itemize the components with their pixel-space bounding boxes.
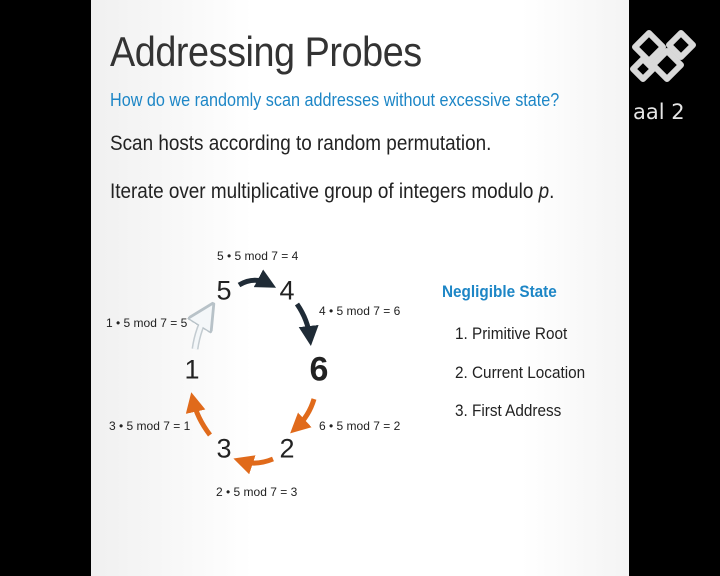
negligible-item-primitive-root: 1. Primitive Root [455, 324, 568, 343]
cycle-arrow-6-to-2 [296, 399, 314, 428]
cycle-arrow-3-to-1 [193, 400, 210, 435]
negligible-item-first-address: 3. First Address [455, 401, 562, 420]
cycle-node-2: 2 [279, 433, 295, 464]
modulus-variable: p [538, 180, 550, 203]
bullet-text: Iterate over multiplicative group of integers modulo [110, 180, 539, 203]
negligible-state-heading: Negligible State [442, 282, 557, 301]
bullet-period: . [549, 180, 555, 203]
cycle-arrow-4-to-6 [297, 304, 310, 338]
equation-4-to-6: 4 • 5 mod 7 = 6 [319, 304, 401, 318]
cycle-node-1: 1 [184, 354, 200, 385]
cycle-node-3: 3 [216, 433, 232, 464]
slide [91, 0, 629, 576]
cycle-arrow-2-to-3 [241, 459, 273, 463]
cycle-node-6: 6 [309, 350, 329, 389]
negligible-item-current-location: 2. Current Location [455, 363, 586, 382]
bullet-random-permutation: Scan hosts according to random permutation. [110, 132, 492, 155]
cycle-node-5: 5 [216, 275, 232, 306]
cycle-arrow-5-to-4 [239, 280, 269, 285]
channel-logo-icon [629, 25, 699, 95]
equation-5-to-4: 5 • 5 mod 7 = 4 [217, 249, 299, 263]
equation-6-to-2: 6 • 5 mod 7 = 2 [319, 419, 401, 433]
channel-logo-text: aal 2 [633, 100, 685, 124]
cycle-node-4: 4 [279, 275, 295, 306]
slide-title: Addressing Probes [110, 28, 422, 75]
slide-subtitle: How do we randomly scan addresses without excessive state? [110, 90, 560, 110]
equation-1-to-5: 1 • 5 mod 7 = 5 [106, 316, 188, 330]
equation-3-to-1: 3 • 5 mod 7 = 1 [109, 419, 191, 433]
equation-2-to-3: 2 • 5 mod 7 = 3 [216, 485, 298, 499]
